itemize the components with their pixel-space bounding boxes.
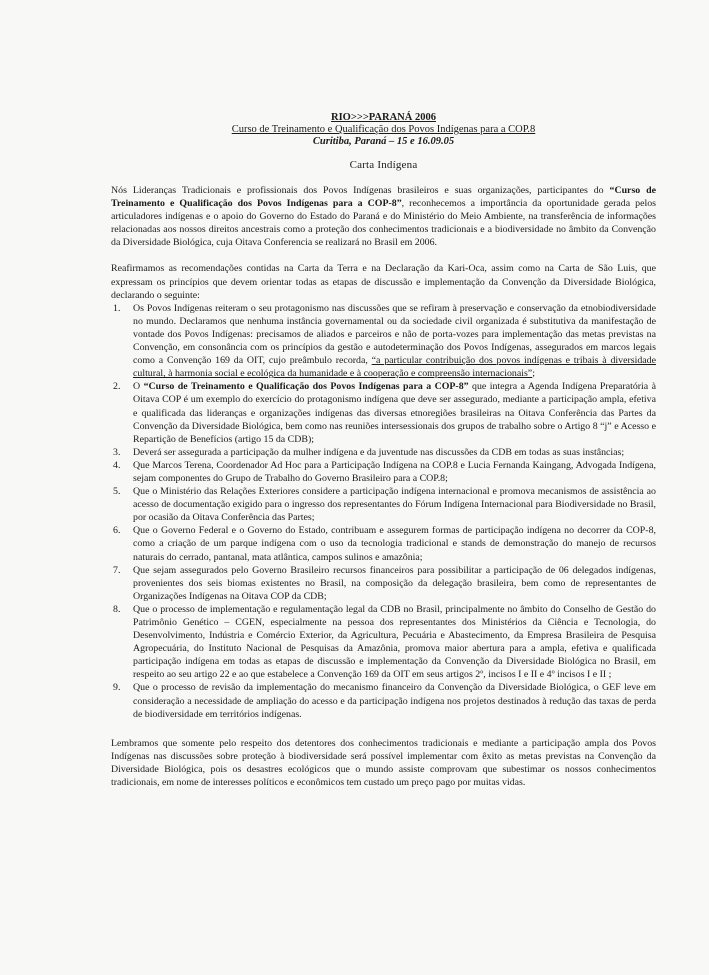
paragraph-intro	[111, 184, 656, 249]
item-text: Que o processo de revisão da implementação do mecanismo financeiro da Convenção da Diversidade Biológica, o GEF leve em consideração a necessidade de ampliação do acesso e da participação indígena nos projetos destinados à redução das taxas de perda de biodiversidade em territórios indígenas.	[133, 682, 656, 720]
document-title: Carta Indígena	[349, 159, 418, 171]
item-text: Que o Governo Federal e o Governo do Estado, contribuam e assegurem formas de participação indígena no decorrer da COP-8, como a criação de um parque indígena com o uso da tecnologia tradicional e stands de demonstração do manejo de recursos naturais do cerrado, pantanal, mata atlântica, campos sulinos e amazônia;	[133, 525, 656, 563]
item-number: 9.	[113, 682, 121, 694]
item-text: Os Povos Indígenas reiteram o seu protagonismo nas discussões que se refiram à preservação e conservação da etnobiodiversidade no mundo. Declaramos que nenhuma instância governamental ou da sociedade civil organizada é substitutiva da manifestação de vontade dos Povos Indígenas: precisamos de aliados e parceiros e não de porta-vozes para implementação das metas previstas na Convenção, em consonância com os princípios da gestão e autodeterminação dos Povos Indígenas, assegurados em marcos legais como a Convenção 169 da OIT, cujo preâmbulo recorda,	[133, 302, 656, 367]
header-place-date: Curitiba, Paraná – 15 e 16.09.05	[312, 136, 455, 147]
paragraph-intro-text-c: , reconhecemos a importância da oportunidade gerada pelos articuladores indígenas e o apoio do Governo do Estado do Paraná e do Ministério do Meio Ambiente, na transferência de informações relacionadas aos nossos direitos ancestrais como a proteção dos conhecimentos tradicionais e a biodiversidade no âmbito da Convenção da Diversidade Biológica, cuja Oitava Conferencia se realizará no Brasil em 2006.	[111, 198, 656, 249]
item-text-end: ;	[532, 368, 535, 380]
list-item	[111, 302, 656, 381]
item-number: 6.	[113, 525, 121, 537]
list-item	[111, 380, 656, 445]
list-item	[111, 681, 656, 720]
item-number: 8.	[113, 603, 121, 615]
document-body	[111, 112, 656, 789]
course-name-bold: “Curso de Treinamento e Qualificação dos Povos Indígenas para a COP-8”	[143, 381, 469, 393]
item-text: Deverá ser assegurada a participação da mulher indígena e da juventude nas discussões da CDB em todas as suas instâncias;	[133, 446, 625, 458]
item-number: 7.	[113, 564, 121, 576]
paragraph-reaffirm: Reafirmamos as recomendações contidas na Carta da Terra e na Declaração da Kari-Oca, assim como na Carta de São Luis, que expressam os princípios que devem orientar todas as etapas de discussão e implementação da Convenção da Diversidade Biológica, declarando o seguinte:	[111, 263, 656, 301]
item-quote-underlined: “a particular contribuição dos povos indígenas e tribais à diversidade cultural, à harmonia social e ecológica da humanidade e à cooperação e compreensão internacionais”	[133, 355, 656, 380]
list-item	[111, 524, 656, 563]
item-text-end: que integra a Agenda Indígena Preparatória à Oitava COP é um exemplo do exercício do protagonismo indígena que deve ser assegurado, mediante a participação ampla, efetiva e qualificada das lideranças e organizações indígenas das diversas etnoregiões brasileiras na Oitava Conferência das Partes da Convenção da Diversidade Biológica, bem como nas reuniões intersessionais dos grupos de trabalho sobre o Artigo 8 “j” e Acesso e Repartição de Benefícios (artigo 15 da CDB);	[133, 381, 656, 445]
paragraph-closing: Lembramos que somente pelo respeito dos detentores dos conhecimentos tradicionais e mediante a participação ampla dos Povos Indígenas nas discussões sobre proteção à biodiversidade será possível implementar com êxito as metas previstas na Convenção da Diversidade Biológica, pois os desastres ecológicos que o mundo assiste comprovam que subestimar os nossos conhecimentos tradicionais, em nome de interesses políticos e econômicos tem custado um preço pago por muitas vidas.	[111, 737, 656, 789]
item-number: 1.	[113, 302, 121, 314]
item-text: Que o processo de implementação e regulamentação legal da CDB no Brasil, principalmente no âmbito do Conselho de Gestão do Patrimônio Genético – CGEN, especialmente na pessoa dos representantes dos Ministérios da Ciência e Tecnologia, do Desenvolvimento, Indústria e Comércio Exterior, da Agricultura, Pecuária e Abastecimento, da Empresa Brasileira de Pesquisa Agropecuária, do Instituto Nacional de Pesquisas da Amazônia, promova maior abertura para a ampla, efetiva e qualificada participação indígena em todas as etapas de discussão e implementação da Convenção da Diversidade Biológica no Brasil, em respeito ao seu artigo 22 e ao que estabelece a Convenção 169 da OIT em seus artigos 2º, incisos I e II e 4º incisos I e II ;	[133, 603, 656, 681]
item-text: Que Marcos Terena, Coordenador Ad Hoc para a Participação Indígena na COP.8 e Lucia Fernanda Kaingang, Advogada Indígena, sejam componentes do Grupo de Trabalho do Governo Brasileiro para a COP.8;	[133, 459, 656, 484]
item-number: 5.	[113, 486, 121, 498]
item-text: O	[133, 381, 144, 393]
item-number: 2.	[113, 381, 121, 393]
list-item	[111, 485, 656, 524]
recommendations-list	[111, 302, 656, 721]
header-event: RIO>>>PARANÁ 2006	[331, 112, 436, 123]
list-item	[111, 459, 656, 485]
item-text: Que o Ministério das Relações Exteriores considere a participação indígena internacional e promova mecanismos de assistência ao acesso de documentação exigido para o ingresso dos representantes do Fórum Indígena Internacional para Biodiversidade no Brasil, por ocasião da Oitava Conferência das Partes;	[133, 486, 656, 524]
list-item	[111, 564, 656, 603]
list-item	[111, 446, 656, 459]
header-course: Curso de Treinamento e Qualificação dos Povos Indígenas para a COP.8	[231, 124, 536, 135]
item-number: 4.	[113, 459, 121, 471]
course-name-bold: “Curso de Treinamento e Qualificação dos Povos Indígenas para a COP-8”	[111, 185, 657, 210]
item-text: Que sejam assegurados pelo Governo Brasileiro recursos financeiros para possibilitar a participação de 06 delegados indígenas, provenientes dos seis biomas existentes no Brasil, na composição da delegação brasileira, bem como de representantes de Organizações Indígenas na Oitava COP da CDB;	[133, 564, 656, 602]
paragraph-intro-text-a: Nós Lideranças Tradicionais e profissionais dos Povos Indígenas brasileiros e suas organizações, participantes do	[111, 185, 604, 196]
list-item	[111, 603, 656, 682]
document-header	[111, 112, 656, 148]
item-number: 3.	[113, 446, 121, 458]
